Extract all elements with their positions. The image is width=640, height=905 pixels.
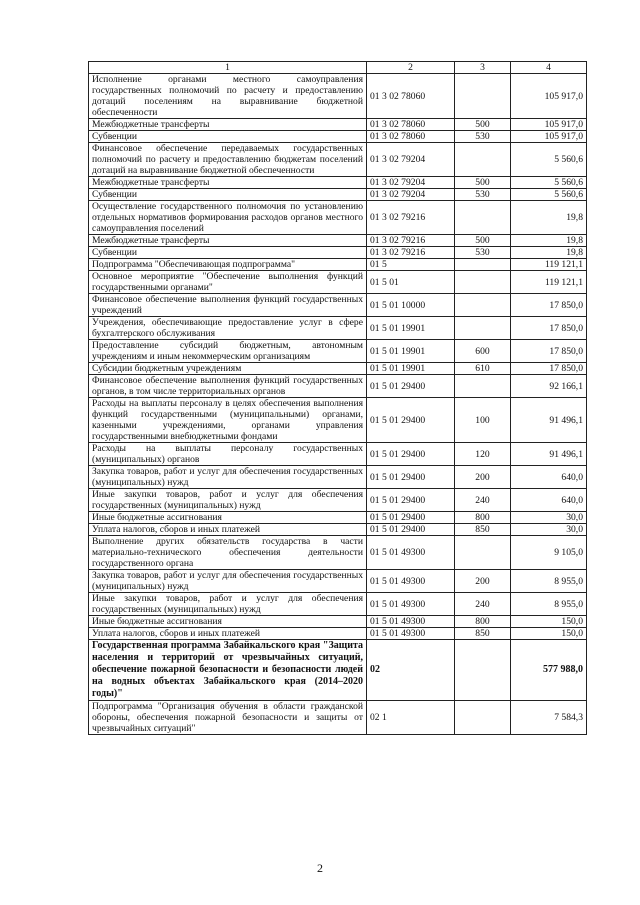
row-expense-type: [455, 271, 511, 294]
row-expense-type: 800: [455, 512, 511, 524]
row-expense-type: [455, 74, 511, 119]
row-name: Субвенции: [89, 247, 367, 259]
row-expense-type: [455, 201, 511, 235]
row-expense-type: 500: [455, 177, 511, 189]
row-name: Расходы на выплаты персоналу государственных (муниципальных) органов: [89, 443, 367, 466]
row-name: Уплата налогов, сборов и иных платежей: [89, 628, 367, 640]
row-amount: 5 560,6: [511, 177, 587, 189]
table-row: [89, 524, 587, 536]
row-name: Выполнение других обязательств государства в части материально-технического обеспечения деятельности государственного органа: [89, 536, 367, 570]
row-name: Расходы на выплаты персоналу в целях обеспечения выполнения функций государственными (муниципальными) органами, казенными учреждениями, органами управления государственными внебюджетными фондами: [89, 398, 367, 443]
row-expense-type: [455, 143, 511, 177]
table-row: [89, 616, 587, 628]
row-amount: 150,0: [511, 616, 587, 628]
row-amount: 19,8: [511, 247, 587, 259]
row-amount: 91 496,1: [511, 398, 587, 443]
table-row: [89, 489, 587, 512]
row-name: Финансовое обеспечение передаваемых государственных полномочий по расчету и предоставлению бюджетам поселений дотаций на выравнивание бюджетной обеспеченности: [89, 143, 367, 177]
row-code: 01 5: [367, 259, 455, 271]
row-code: 01 3 02 79216: [367, 235, 455, 247]
row-expense-type: 500: [455, 235, 511, 247]
row-code: 01 5 01 29400: [367, 466, 455, 489]
row-amount: 640,0: [511, 489, 587, 512]
row-amount: 17 850,0: [511, 340, 587, 363]
row-amount: 30,0: [511, 512, 587, 524]
table-row: [89, 247, 587, 259]
row-expense-type: 530: [455, 189, 511, 201]
table-row: [89, 536, 587, 570]
row-expense-type: [455, 640, 511, 701]
row-code: 01 5 01 29400: [367, 375, 455, 398]
budget-table: [88, 61, 587, 735]
row-amount: 5 560,6: [511, 143, 587, 177]
table-row: [89, 593, 587, 616]
row-code: 01 5 01 29400: [367, 512, 455, 524]
table-row: [89, 443, 587, 466]
row-expense-type: 530: [455, 247, 511, 259]
table-row: [89, 177, 587, 189]
table-row: [89, 317, 587, 340]
row-name: Межбюджетные трансферты: [89, 177, 367, 189]
header-row: [89, 62, 587, 74]
row-amount: 8 955,0: [511, 593, 587, 616]
row-amount: 119 121,1: [511, 271, 587, 294]
row-code: 01 5 01: [367, 271, 455, 294]
row-expense-type: 240: [455, 489, 511, 512]
row-expense-type: 200: [455, 466, 511, 489]
row-name: Предоставление субсидий бюджетным, автономным учреждениям и иным некоммерческим организациям: [89, 340, 367, 363]
row-code: 01 5 01 29400: [367, 443, 455, 466]
row-amount: 105 917,0: [511, 131, 587, 143]
table-row: [89, 398, 587, 443]
row-code: 01 5 01 19901: [367, 340, 455, 363]
row-amount: 105 917,0: [511, 74, 587, 119]
row-name: Иные бюджетные ассигнования: [89, 616, 367, 628]
row-amount: 5 560,6: [511, 189, 587, 201]
row-code: 02 1: [367, 701, 455, 735]
table-row: [89, 235, 587, 247]
row-expense-type: 120: [455, 443, 511, 466]
row-code: 01 3 02 78060: [367, 131, 455, 143]
row-name: Субвенции: [89, 131, 367, 143]
row-amount: 17 850,0: [511, 363, 587, 375]
row-code: 01 5 01 49300: [367, 570, 455, 593]
table-row: [89, 131, 587, 143]
header-col-1: 1: [89, 62, 367, 74]
table-row: [89, 119, 587, 131]
row-code: 01 5 01 49300: [367, 593, 455, 616]
header-col-2: 2: [367, 62, 455, 74]
row-name: Исполнение органами местного самоуправления государственных полномочий по расчету и предоставлению дотаций поселениям на выравнивание бюджетной обеспеченности: [89, 74, 367, 119]
row-expense-type: 100: [455, 398, 511, 443]
row-name: Субсидии бюджетным учреждениям: [89, 363, 367, 375]
row-expense-type: 240: [455, 593, 511, 616]
row-code: 01 5 01 49300: [367, 536, 455, 570]
table-body: [89, 62, 587, 735]
header-col-4: 4: [511, 62, 587, 74]
row-name: Основное мероприятие "Обеспечение выполнения функций государственными органами": [89, 271, 367, 294]
row-amount: 8 955,0: [511, 570, 587, 593]
row-name: Учреждения, обеспечивающие предоставление услуг в сфере бухгалтерского обслуживания: [89, 317, 367, 340]
row-code: 01 3 02 79216: [367, 247, 455, 259]
row-code: 02: [367, 640, 455, 701]
row-code: 01 3 02 78060: [367, 74, 455, 119]
row-name: Уплата налогов, сборов и иных платежей: [89, 524, 367, 536]
row-name: Межбюджетные трансферты: [89, 119, 367, 131]
row-expense-type: 800: [455, 616, 511, 628]
row-amount: 640,0: [511, 466, 587, 489]
table-row: [89, 466, 587, 489]
row-amount: 30,0: [511, 524, 587, 536]
row-name: Иные закупки товаров, работ и услуг для обеспечения государственных (муниципальных) нужд: [89, 593, 367, 616]
row-code: 01 5 01 19901: [367, 317, 455, 340]
row-amount: 17 850,0: [511, 317, 587, 340]
row-expense-type: [455, 701, 511, 735]
row-amount: 7 584,3: [511, 701, 587, 735]
table-row: [89, 201, 587, 235]
row-name: Подпрограмма "Обеспечивающая подпрограмма": [89, 259, 367, 271]
row-expense-type: [455, 375, 511, 398]
table-row: [89, 628, 587, 640]
row-expense-type: 610: [455, 363, 511, 375]
table-row: [89, 363, 587, 375]
row-expense-type: 850: [455, 524, 511, 536]
row-amount: 105 917,0: [511, 119, 587, 131]
row-name: Государственная программа Забайкальского края "Защита населения и территорий от чрезвычайных ситуаций, обеспечение пожарной безопасности и безопасности людей на водных объектах Забайкальского края (2014–2020 годы)": [89, 640, 367, 701]
row-expense-type: 600: [455, 340, 511, 363]
row-expense-type: [455, 259, 511, 271]
row-expense-type: 500: [455, 119, 511, 131]
table-row: [89, 701, 587, 735]
row-name: Субвенции: [89, 189, 367, 201]
header-col-3: 3: [455, 62, 511, 74]
row-code: 01 5 01 49300: [367, 616, 455, 628]
table-row: [89, 74, 587, 119]
row-amount: 19,8: [511, 235, 587, 247]
table-row: [89, 375, 587, 398]
row-code: 01 5 01 29400: [367, 524, 455, 536]
table-row: [89, 570, 587, 593]
row-expense-type: 850: [455, 628, 511, 640]
row-code: 01 3 02 79204: [367, 177, 455, 189]
row-code: 01 5 01 29400: [367, 489, 455, 512]
row-name: Закупка товаров, работ и услуг для обеспечения государственных (муниципальных) нужд: [89, 466, 367, 489]
row-code: 01 5 01 29400: [367, 398, 455, 443]
row-expense-type: [455, 317, 511, 340]
row-code: 01 5 01 10000: [367, 294, 455, 317]
row-amount: 17 850,0: [511, 294, 587, 317]
row-amount: 19,8: [511, 201, 587, 235]
table-row: [89, 340, 587, 363]
table-row: [89, 512, 587, 524]
row-amount: 150,0: [511, 628, 587, 640]
row-name: Осуществление государственного полномочия по установлению отдельных нормативов формирования расходов органов местного самоуправления поселений: [89, 201, 367, 235]
row-name: Финансовое обеспечение выполнения функций государственных учреждений: [89, 294, 367, 317]
row-name: Межбюджетные трансферты: [89, 235, 367, 247]
row-name: Подпрограмма "Организация обучения в области гражданской обороны, обеспечения пожарной безопасности и защиты от чрезвычайных ситуаций": [89, 701, 367, 735]
table-row: [89, 294, 587, 317]
row-code: 01 5 01 49300: [367, 628, 455, 640]
row-code: 01 3 02 78060: [367, 119, 455, 131]
row-expense-type: 530: [455, 131, 511, 143]
table-row: [89, 189, 587, 201]
table-row: [89, 640, 587, 701]
row-amount: 577 988,0: [511, 640, 587, 701]
row-expense-type: [455, 294, 511, 317]
row-name: Финансовое обеспечение выполнения функций государственных органов, в том числе территориальных органов: [89, 375, 367, 398]
table-row: [89, 259, 587, 271]
row-code: 01 3 02 79204: [367, 143, 455, 177]
row-amount: 92 166,1: [511, 375, 587, 398]
row-code: 01 5 01 19901: [367, 363, 455, 375]
table-row: [89, 271, 587, 294]
row-amount: 91 496,1: [511, 443, 587, 466]
row-amount: 9 105,0: [511, 536, 587, 570]
row-expense-type: 200: [455, 570, 511, 593]
row-name: Закупка товаров, работ и услуг для обеспечения государственных (муниципальных) нужд: [89, 570, 367, 593]
row-expense-type: [455, 536, 511, 570]
row-code: 01 3 02 79216: [367, 201, 455, 235]
row-code: 01 3 02 79204: [367, 189, 455, 201]
table-row: [89, 143, 587, 177]
row-name: Иные бюджетные ассигнования: [89, 512, 367, 524]
row-name: Иные закупки товаров, работ и услуг для обеспечения государственных (муниципальных) нужд: [89, 489, 367, 512]
page-number: 2: [317, 861, 323, 875]
row-amount: 119 121,1: [511, 259, 587, 271]
